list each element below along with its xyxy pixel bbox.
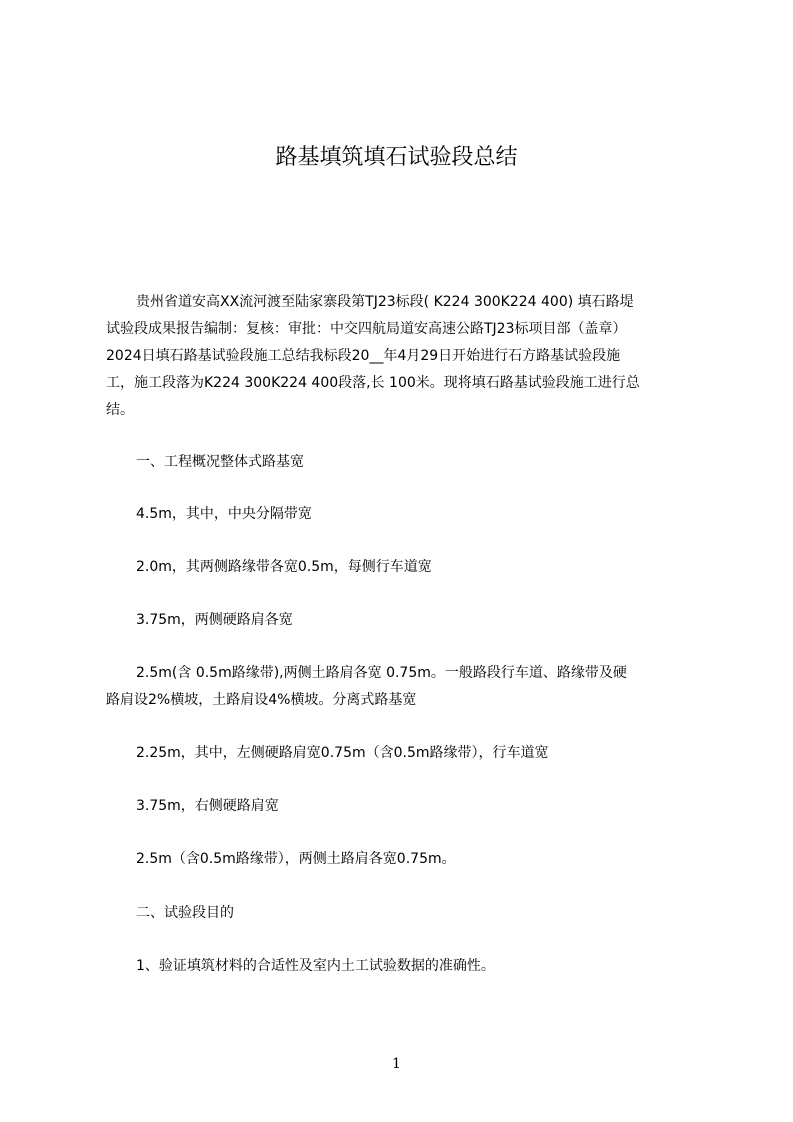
section-1-heading: 一、工程概况整体式路基宽 [136, 454, 304, 470]
intro-line-3: 2024日填石路基试验段施工总结我标段20__年4月29日开始进行石方路基试验段施 [106, 348, 621, 364]
paragraph-4-5m: 4.5m，其中，中央分隔带宽 [136, 506, 312, 522]
document-title: 路基填筑填石试验段总结 [275, 145, 518, 170]
page-number: 1 [392, 1056, 401, 1072]
paragraph-3-75m-a: 3.75m，两侧硬路肩各宽 [136, 612, 293, 628]
paragraph-2-5m-b: 2.5m（含0.5m路缘带），两侧土路肩各宽0.75m。 [136, 851, 456, 867]
paragraph-2-5m-line-1: 2.5m(含 0.5m路缘带),两侧土路肩各宽 0.75m。一般路段行车道、路缘带及硬 [136, 665, 627, 681]
list-item-1: 1、验证填筑材料的合适性及室内土工试验数据的准确性。 [136, 958, 495, 974]
paragraph-2-0m: 2.0m，其两侧路缘带各宽0.5m，每侧行车道宽 [136, 559, 432, 575]
intro-line-5: 结。 [106, 402, 134, 418]
paragraph-2-5m-a [106, 660, 700, 714]
intro-line-2: 试验段成果报告编制：复核：审批：中交四航局道安高速公路TJ23标项目部（盖章） [106, 321, 627, 337]
section-2-heading: 二、试验段目的 [136, 905, 234, 921]
intro-line-4: 工，施工段落为K224 300K224 400段落,长 100米。现将填石路基试验段施工进行总 [106, 375, 640, 391]
intro-paragraph [106, 289, 700, 424]
paragraph-2-5m-line-2: 路肩设2%横坡，土路肩设4%横坡。分离式路基宽 [106, 692, 417, 708]
paragraph-2-25m: 2.25m，其中，左侧硬路肩宽0.75m（含0.5m路缘带），行车道宽 [136, 745, 549, 761]
intro-line-1: 贵州省道安高XX流河渡至陆家寨段第TJ23标段( K224 300K224 400) 填石路堤 [136, 294, 634, 310]
paragraph-3-75m-b: 3.75m，右侧硬路肩宽 [136, 798, 279, 814]
